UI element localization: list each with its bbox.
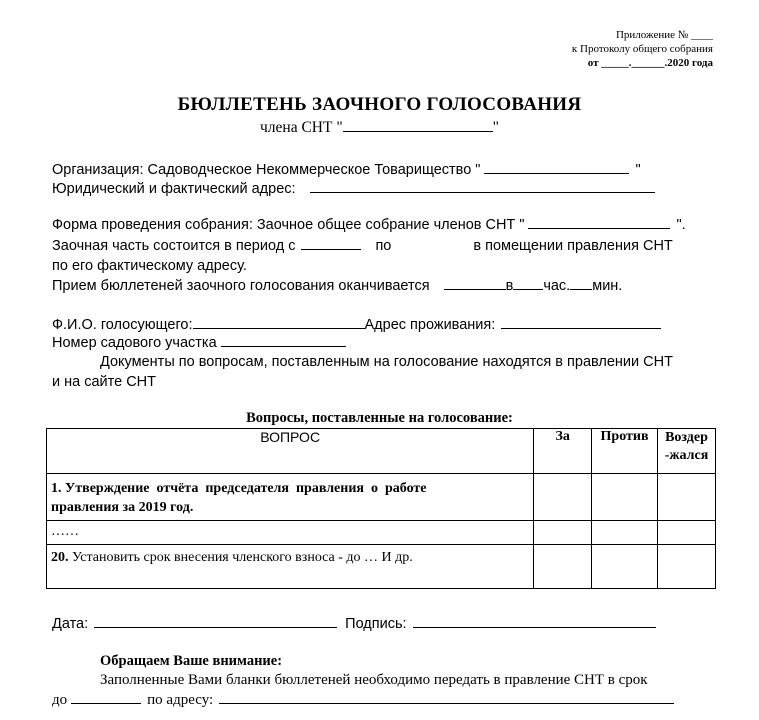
question-20-for-cell[interactable] bbox=[534, 545, 592, 589]
location-text: в помещении правления СНТ bbox=[473, 238, 673, 254]
voter-line bbox=[52, 315, 661, 335]
notice-address-label: по адресу: bbox=[147, 692, 214, 708]
ellipsis-against-cell[interactable] bbox=[592, 521, 658, 545]
address-label: Юридический и фактический адрес: bbox=[52, 181, 296, 197]
notice-until-label: до bbox=[52, 692, 68, 708]
table-header-row bbox=[47, 429, 716, 474]
address-blank[interactable] bbox=[310, 191, 655, 193]
col-question-header: ВОПРОС bbox=[47, 429, 534, 474]
deadline-min-blank[interactable] bbox=[570, 288, 592, 290]
table-row bbox=[47, 545, 716, 589]
org-label: Организация: Садоводческое Некоммерческое Товарищество " bbox=[52, 162, 481, 178]
snt-name-blank[interactable] bbox=[343, 130, 493, 132]
date-blank[interactable] bbox=[94, 626, 337, 628]
docs-line-1: Документы по вопросам, поставленным на голосование находятся в правлении СНТ bbox=[100, 354, 673, 370]
questions-table bbox=[46, 428, 716, 589]
deadline-in: в bbox=[505, 278, 514, 294]
question-1-cell bbox=[47, 474, 534, 521]
address-line bbox=[52, 179, 655, 199]
question-1-text-2: правления за 2019 год. bbox=[51, 500, 194, 515]
question-1-for-cell[interactable] bbox=[534, 474, 592, 521]
question-20-abstain-cell[interactable] bbox=[658, 545, 716, 589]
table-row bbox=[47, 474, 716, 521]
plot-line bbox=[52, 333, 346, 353]
snt-name-blank-2[interactable] bbox=[528, 227, 670, 229]
ellipsis-for-cell[interactable] bbox=[534, 521, 592, 545]
signature-label: Подпись: bbox=[345, 616, 407, 632]
residence-blank[interactable] bbox=[501, 327, 661, 329]
date-label: Дата: bbox=[52, 616, 89, 632]
col-abstain-header bbox=[658, 429, 716, 474]
question-20-cell bbox=[47, 545, 534, 589]
notice-line-2 bbox=[52, 690, 674, 710]
plot-label: Номер садового участка bbox=[52, 335, 217, 351]
fio-label: Ф.И.О. голосующего: bbox=[52, 317, 193, 333]
deadline-hour-blank[interactable] bbox=[513, 288, 543, 290]
questions-heading: Вопросы, поставленные на голосование: bbox=[246, 410, 513, 426]
org-close: " bbox=[635, 162, 641, 178]
fio-blank[interactable] bbox=[193, 327, 365, 329]
appendix-line-2: к Протоколу общего собрания bbox=[571, 43, 713, 55]
col-abstain-header-2: -жался bbox=[664, 448, 709, 463]
question-20-against-cell[interactable] bbox=[592, 545, 658, 589]
period-to-label: по bbox=[375, 238, 392, 254]
notice-until-blank[interactable] bbox=[71, 702, 141, 704]
appendix-line-3: от _____.______.2020 года bbox=[587, 57, 713, 69]
col-abstain-header-1: Воздер bbox=[665, 430, 708, 445]
deadline-hour-label: час. bbox=[543, 278, 571, 294]
form-line-3: по его фактическому адресу. bbox=[52, 258, 247, 274]
question-1-text-1: Утверждение отчёта председателя правления о работе bbox=[65, 481, 427, 496]
org-name-blank[interactable] bbox=[484, 172, 629, 174]
question-1-against-cell[interactable] bbox=[592, 474, 658, 521]
question-1-number: 1. bbox=[51, 481, 62, 496]
col-for-header: За bbox=[534, 429, 592, 474]
form-line-4 bbox=[52, 276, 622, 296]
signature-blank[interactable] bbox=[413, 626, 656, 628]
plot-blank[interactable] bbox=[221, 345, 346, 347]
appendix-line-1: Приложение № ____ bbox=[615, 29, 713, 41]
page-title: БЮЛЛЕТЕНЬ ЗАОЧНОГО ГОЛОСОВАНИЯ bbox=[177, 94, 582, 115]
deadline-min-label: мин. bbox=[592, 278, 623, 294]
question-20-text: Установить срок внесения членского взноса - до … И др. bbox=[72, 550, 413, 565]
org-line bbox=[52, 160, 641, 180]
question-ellipsis-cell: …… bbox=[47, 521, 534, 545]
period-from-label: Заочная часть состоится в период с bbox=[52, 238, 296, 254]
form-line-2 bbox=[52, 236, 673, 256]
subtitle-prefix: члена СНТ " bbox=[260, 119, 343, 136]
notice-line-1: Заполненные Вами бланки бюллетеней необходимо передать в правление СНТ в срок bbox=[100, 672, 648, 688]
deadline-label: Прием бюллетеней заочного голосования оканчивается bbox=[52, 278, 430, 294]
ellipsis-abstain-cell[interactable] bbox=[658, 521, 716, 545]
question-1-abstain-cell[interactable] bbox=[658, 474, 716, 521]
deadline-date-blank[interactable] bbox=[444, 288, 506, 290]
subtitle bbox=[260, 118, 499, 138]
question-20-number: 20. bbox=[51, 550, 69, 565]
attention-heading: Обращаем Ваше внимание: bbox=[100, 653, 283, 669]
col-against-header: Против bbox=[592, 429, 658, 474]
table-row bbox=[47, 521, 716, 545]
form-close: ". bbox=[676, 217, 686, 233]
subtitle-suffix: " bbox=[492, 119, 499, 136]
residence-label: Адрес проживания: bbox=[364, 317, 496, 333]
notice-address-blank[interactable] bbox=[219, 702, 674, 704]
form-line-1 bbox=[52, 215, 686, 235]
form-label: Форма проведения собрания: Заочное общее собрание членов СНТ " bbox=[52, 217, 525, 233]
period-from-blank[interactable] bbox=[301, 248, 361, 250]
docs-line-2: и на сайте СНТ bbox=[52, 374, 157, 390]
date-signature-line bbox=[52, 614, 656, 634]
